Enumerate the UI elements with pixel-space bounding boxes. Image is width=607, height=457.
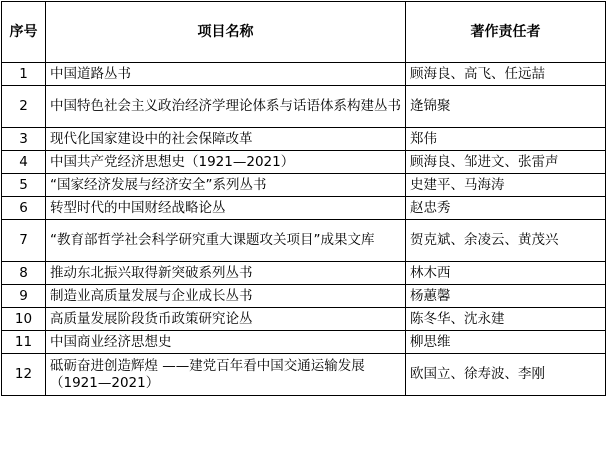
table-row xyxy=(2,151,606,174)
row-author: 柳思维 xyxy=(406,331,606,354)
table-row xyxy=(2,174,606,197)
row-project-name: 中国共产党经济思想史（1921—2021） xyxy=(46,151,406,174)
row-index: 6 xyxy=(2,197,46,220)
row-author: 陈冬华、沈永建 xyxy=(406,308,606,331)
row-author: 欧国立、徐寿波、李刚 xyxy=(406,354,606,396)
row-author: 贺克斌、余凌云、黄茂兴 xyxy=(406,220,606,262)
row-index: 8 xyxy=(2,262,46,285)
row-project-name: “国家经济发展与经济安全”系列丛书 xyxy=(46,174,406,197)
row-project-name: 高质量发展阶段货币政策研究论丛 xyxy=(46,308,406,331)
table-row xyxy=(2,86,606,128)
row-index: 12 xyxy=(2,354,46,396)
row-index: 4 xyxy=(2,151,46,174)
row-project-name: 砥砺奋进创造辉煌 ——建党百年看中国交通运输发展（1921—2021） xyxy=(46,354,406,396)
table-row xyxy=(2,128,606,151)
table-row xyxy=(2,354,606,396)
table-row xyxy=(2,285,606,308)
row-index: 11 xyxy=(2,331,46,354)
row-project-name: 中国特色社会主义政治经济学理论体系与话语体系构建丛书 xyxy=(46,86,406,128)
row-project-name: 转型时代的中国财经战略论丛 xyxy=(46,197,406,220)
row-author: 逄锦聚 xyxy=(406,86,606,128)
table-row xyxy=(2,308,606,331)
row-index: 5 xyxy=(2,174,46,197)
row-project-name: 中国商业经济思想史 xyxy=(46,331,406,354)
row-index: 10 xyxy=(2,308,46,331)
row-index: 3 xyxy=(2,128,46,151)
header-project-name: 项目名称 xyxy=(46,2,406,63)
table-row xyxy=(2,220,606,262)
table-row xyxy=(2,331,606,354)
row-index: 7 xyxy=(2,220,46,262)
row-author: 史建平、马海涛 xyxy=(406,174,606,197)
row-project-name: “教育部哲学社会科学研究重大课题攻关项目”成果文库 xyxy=(46,220,406,262)
row-author: 顾海良、邹进文、张雷声 xyxy=(406,151,606,174)
projects-table xyxy=(1,1,606,396)
table-row xyxy=(2,197,606,220)
row-index: 1 xyxy=(2,63,46,86)
header-index: 序号 xyxy=(2,2,46,63)
row-project-name: 制造业高质量发展与企业成长丛书 xyxy=(46,285,406,308)
row-index: 2 xyxy=(2,86,46,128)
row-project-name: 现代化国家建设中的社会保障改革 xyxy=(46,128,406,151)
row-project-name: 推动东北振兴取得新突破系列丛书 xyxy=(46,262,406,285)
row-author: 林木西 xyxy=(406,262,606,285)
row-author: 赵忠秀 xyxy=(406,197,606,220)
header-author: 著作责任者 xyxy=(406,2,606,63)
row-author: 顾海良、高飞、任远喆 xyxy=(406,63,606,86)
row-project-name: 中国道路丛书 xyxy=(46,63,406,86)
row-author: 杨蕙馨 xyxy=(406,285,606,308)
table-row xyxy=(2,262,606,285)
table-row xyxy=(2,63,606,86)
row-author: 郑伟 xyxy=(406,128,606,151)
row-index: 9 xyxy=(2,285,46,308)
table-header-row xyxy=(2,2,606,63)
